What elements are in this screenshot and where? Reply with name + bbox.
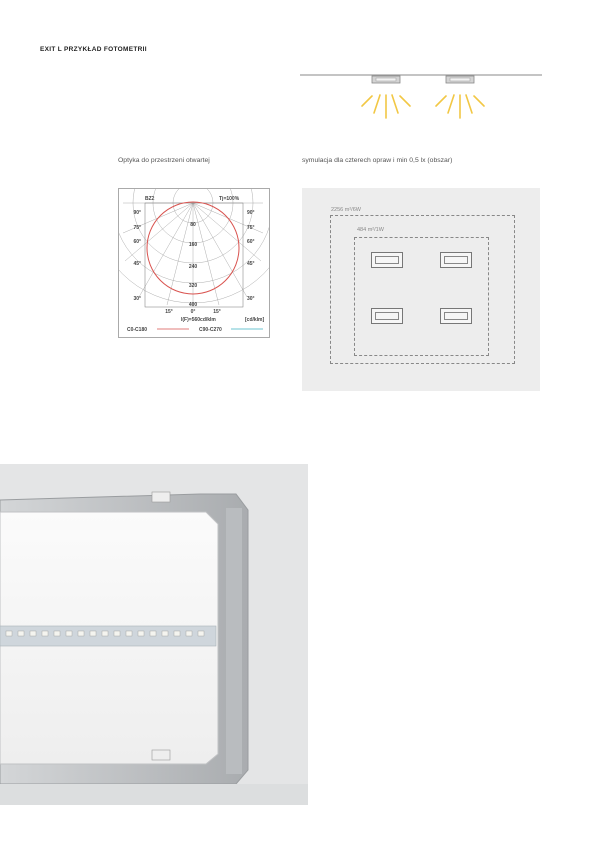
luminaire-left [372,76,400,83]
page-title: EXIT L PRZYKŁAD FOTOMETRII [40,46,147,53]
angle-right-90: 90° [247,210,255,216]
angle-left-90: 90° [133,210,141,216]
angle-left-75: 75° [133,225,141,231]
angle-left-45: 45° [133,261,141,267]
angle-right-75: 75° [247,225,255,231]
light-rays-left [362,95,410,118]
luminaire-top-right [440,252,472,268]
inner-area-boundary [354,227,489,356]
polar-efficiency-label: Tj=100% [219,196,240,202]
ring-label-3: 240 [188,264,198,270]
ring-label-2: 160 [188,242,198,248]
angle-left-30: 30° [133,296,141,302]
ring-label-4: 320 [188,283,198,289]
light-rays-right [436,95,484,118]
simulation-panel [302,188,540,391]
angle-right-60: 60° [247,239,255,245]
outer-area-label: 2256 m²/6W [331,207,361,213]
product-photo [0,464,308,805]
simulation-caption: symulacja dla czterech opraw i min 0,5 lx (obszar) [302,157,453,164]
angle-bottom-15-right: 15° [213,309,221,315]
angle-left-60: 60° [133,239,141,245]
polar-grid [119,189,269,307]
legend-c0-label: C0-C180 [127,327,148,333]
polar-unit-label: I(F)=560cd/klm [181,317,216,323]
polar-model-label: BZ2 [145,196,155,202]
luminaire-bottom-left [371,308,403,324]
ring-label-5: 400 [188,302,198,308]
angle-bottom-0: 0° [190,309,196,315]
luminaire-right [446,76,474,83]
ceiling-luminaires-illustration [300,68,542,130]
luminaire-top-left [371,252,403,268]
angle-right-30: 30° [247,296,255,302]
inner-area-label: 484 m²/1W [357,227,384,233]
luminaire-bottom-right [440,308,472,324]
optics-caption: Optyka do przestrzeni otwartej [118,157,210,164]
polar-unit-right-label: [cd/klm] [245,317,265,323]
angle-bottom-15-left: 15° [165,309,173,315]
ring-label-1: 80 [190,222,196,228]
polar-diagram [118,188,270,338]
legend-c90-label: C90-C270 [199,327,222,333]
angle-right-45: 45° [247,261,255,267]
